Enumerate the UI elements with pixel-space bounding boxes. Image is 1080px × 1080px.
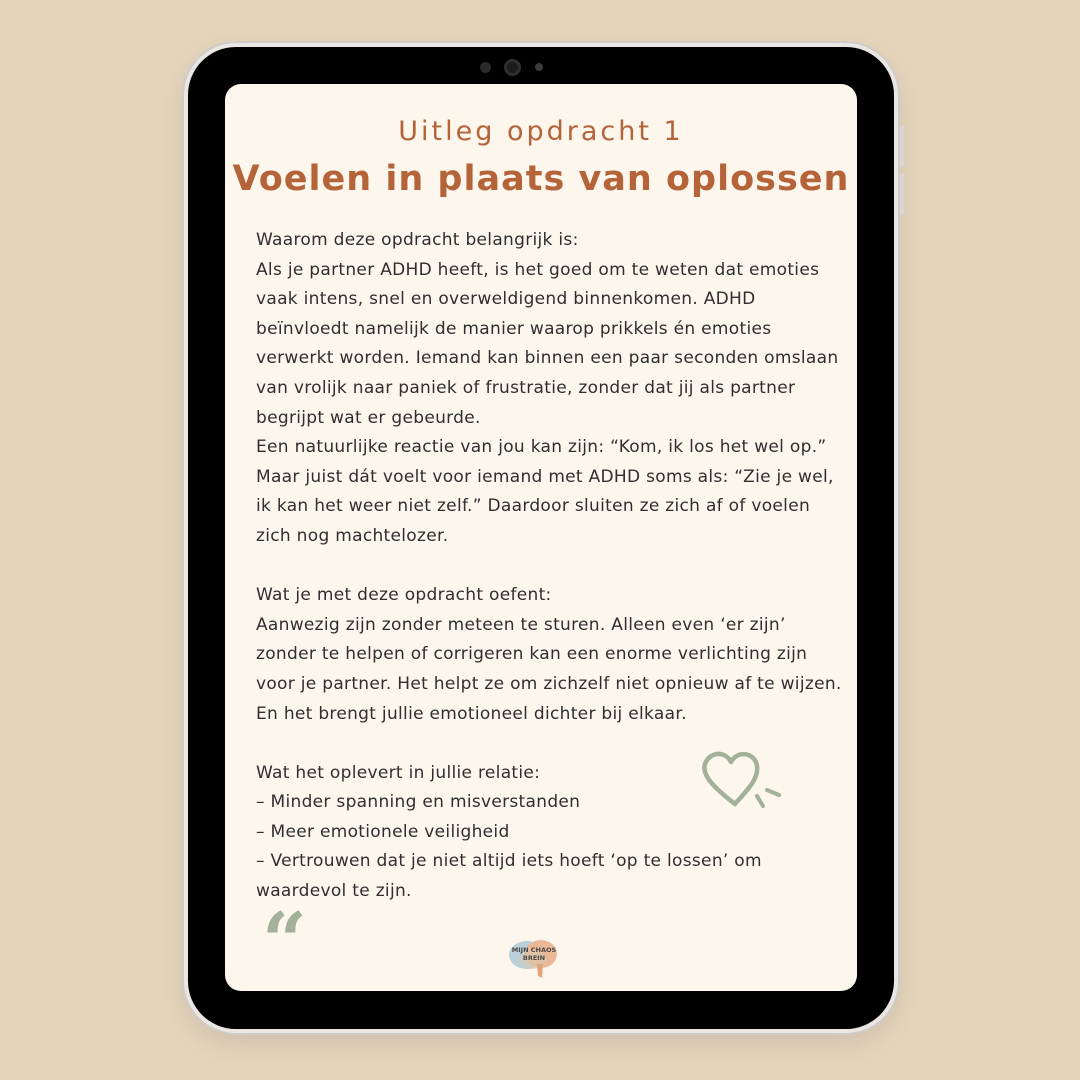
section-heading-benefits: Wat het oplevert in jullie relatie:	[256, 762, 541, 783]
heart-outline-icon	[697, 744, 787, 824]
mijn-chaos-brein-logo	[507, 936, 561, 980]
benefit-item: – Minder spanning en misverstanden	[256, 792, 581, 813]
page-subtitle: Uitleg opdracht 1	[398, 116, 684, 147]
benefit-item: – Meer emotionele veiligheid	[256, 821, 510, 842]
paragraph-adhd-emotions: Als je partner ADHD heeft, is het goed om te weten dat emoties vaak intens, snel en overweldigend binnenkomen. ADHD beïnvloedt namelijk de manier waarop prikkels én emoties verwerkt worden. Iemand kan binnen een paar seconden omslaan van vrolijk naar paniek of frustratie, zonder dat jij als partner begrijpt wat er gebeurde.	[256, 259, 839, 428]
front-camera	[504, 59, 521, 76]
tablet-frame	[188, 47, 894, 1029]
quote-mark-icon: “	[262, 896, 307, 987]
section-heading-why: Waarom deze opdracht belangrijk is:	[256, 230, 579, 250]
volume-up-button	[900, 125, 904, 167]
logo-text-line1: MIJN CHAOS	[511, 946, 557, 954]
benefit-item: – Vertrouwen dat je niet altijd iets hoeft ‘op te lossen’ om waardevol te zijn.	[256, 851, 762, 902]
sensor-dot	[480, 62, 491, 73]
paragraph-practice: Aanwezig zijn zonder meteen te sturen. Alleen even ‘er zijn’ zonder te helpen of corrigeren kan een enorme verlichting zijn voor je partner. Het helpt ze om zichzelf niet opnieuw af te wijzen. En het brengt jullie emotioneel dichter bij elkaar.	[256, 614, 842, 724]
page-title: Voelen in plaats van oplossen	[232, 159, 850, 199]
section-heading-practice: Wat je met deze opdracht oefent:	[256, 585, 552, 606]
screen	[225, 84, 857, 991]
volume-down-button	[900, 173, 904, 215]
logo-text-line2: BREIN	[522, 954, 546, 962]
light-sensor	[535, 63, 543, 71]
paragraph-natural-reaction: Een natuurlijke reactie van jou kan zijn: “Kom, ik los het wel op.” Maar juist dát voelt voor iemand met ADHD soms als: “Zie je wel, ik kan het weer niet zelf.” Daardoor sluiten ze zich af of voelen zich nog machtelozer.	[256, 437, 834, 546]
